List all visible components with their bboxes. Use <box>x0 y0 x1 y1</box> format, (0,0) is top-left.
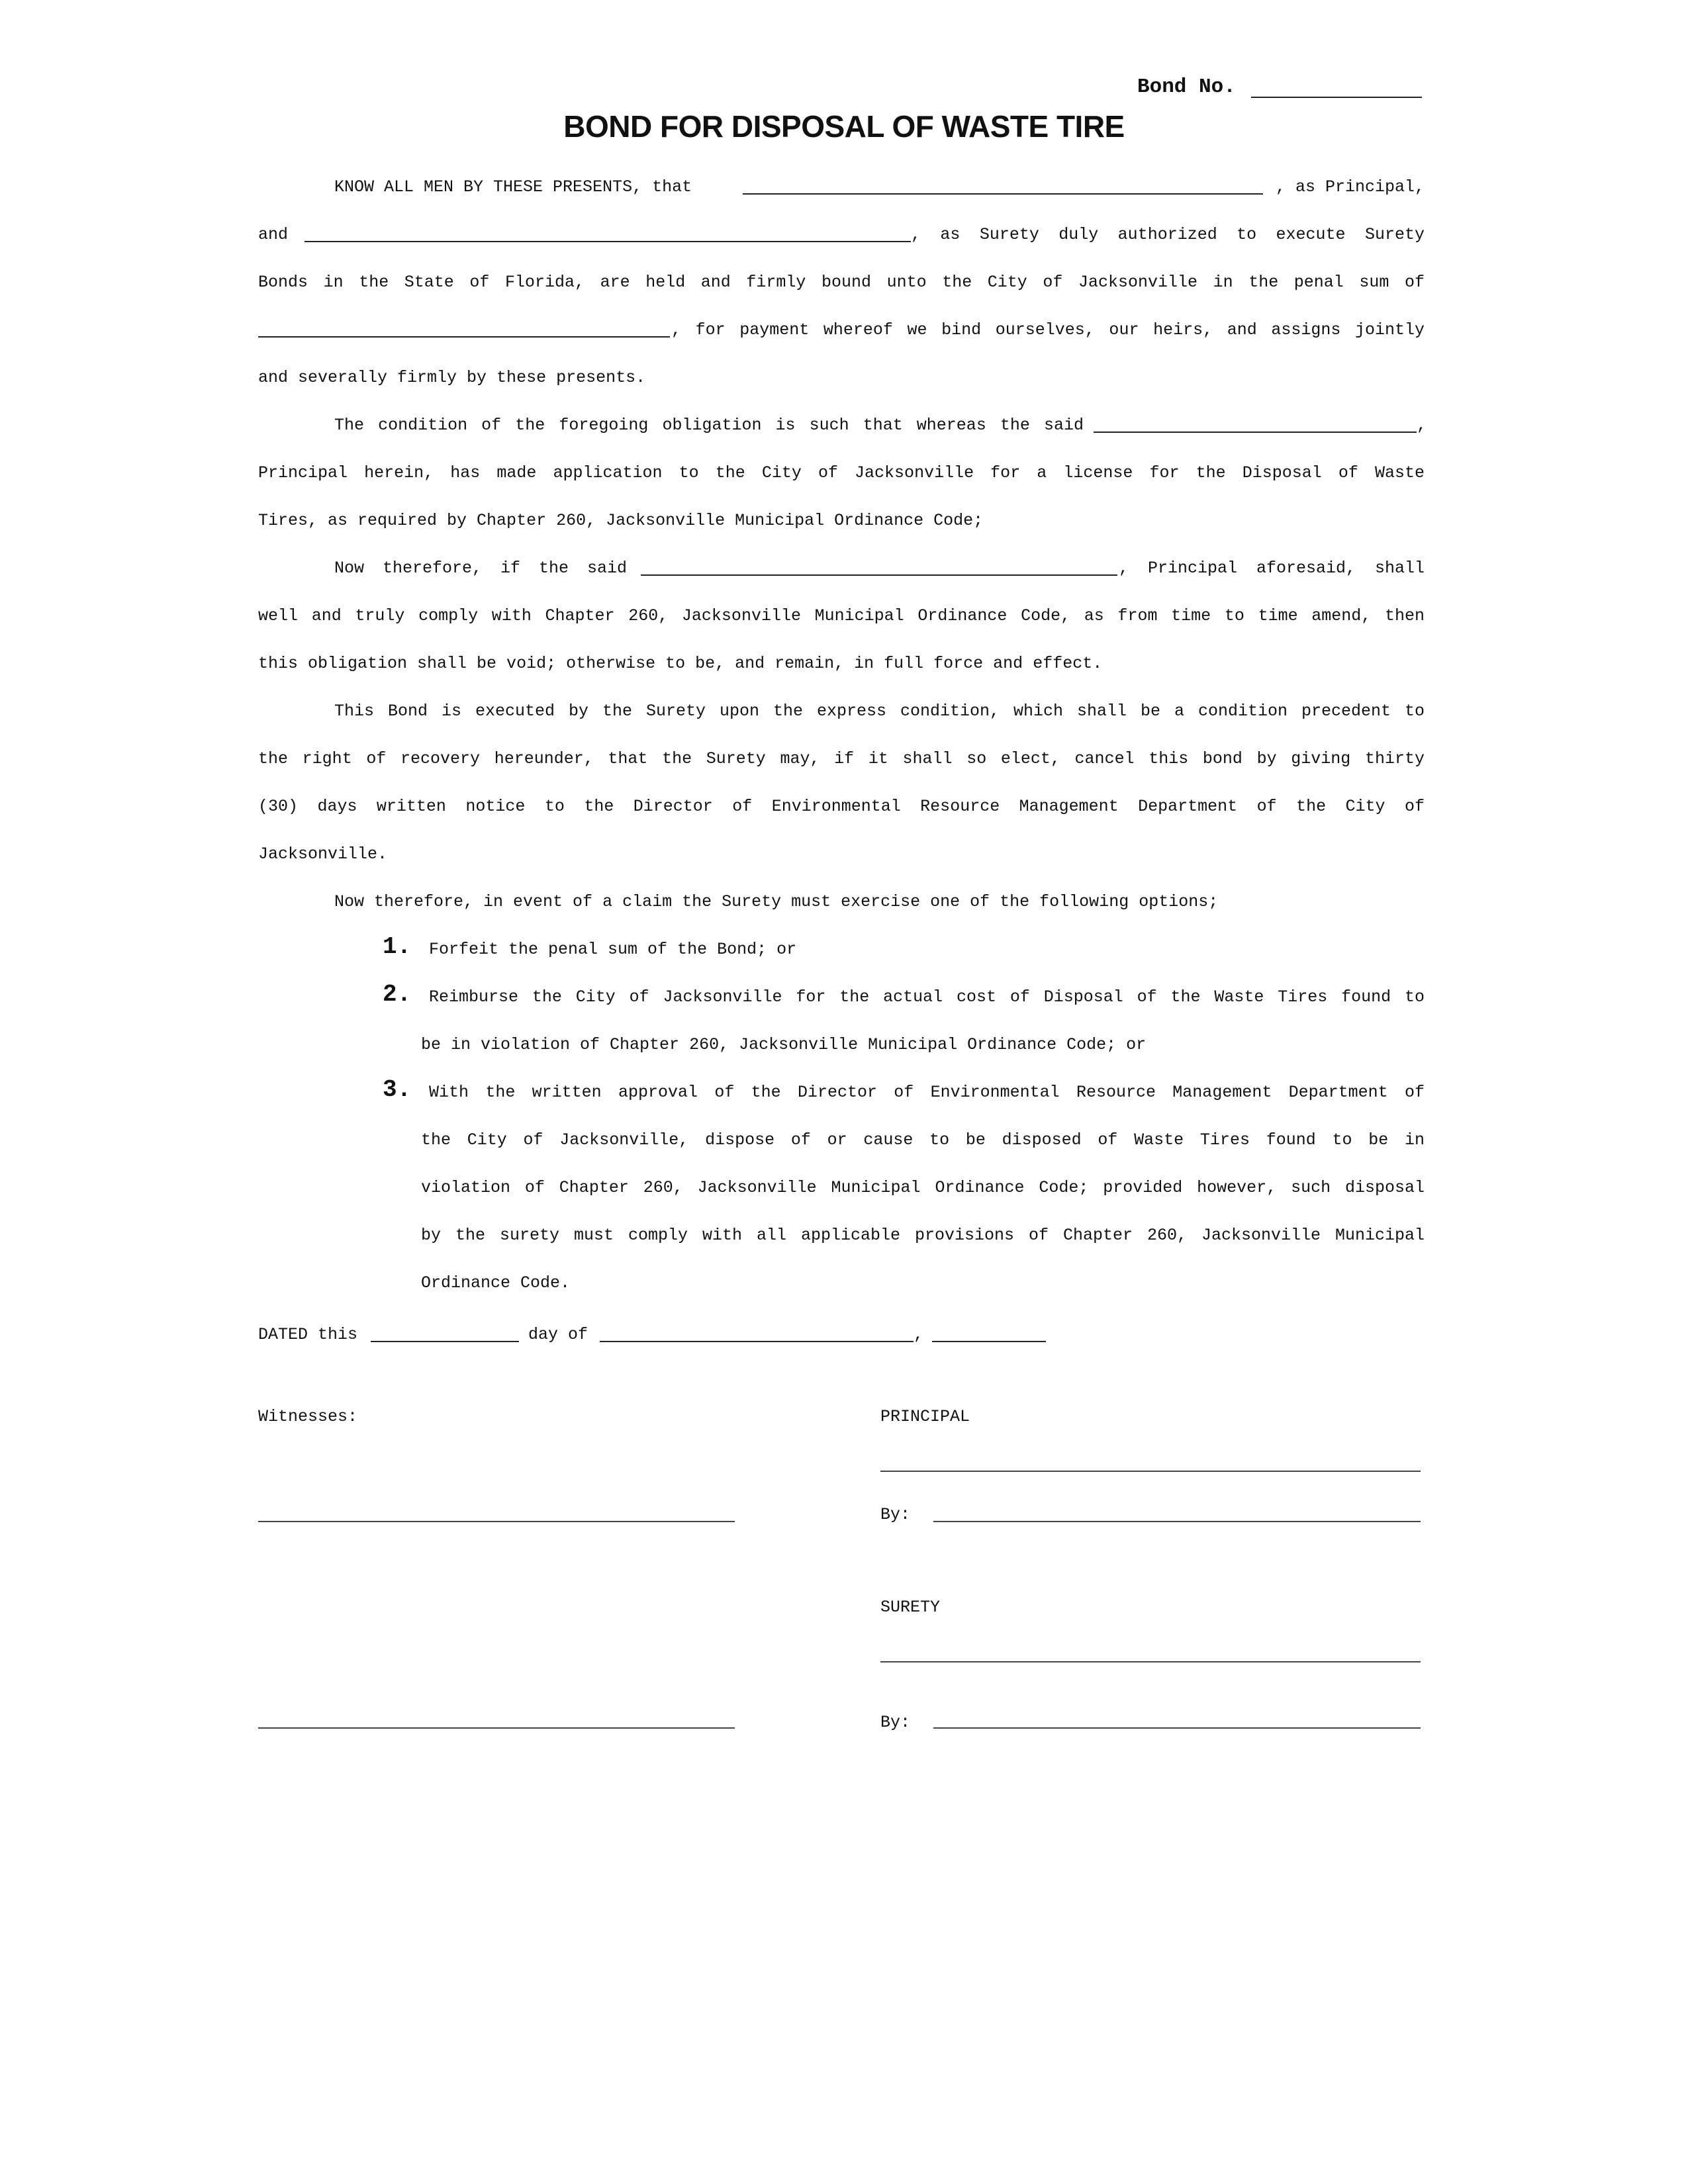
p4-line2: the right of recovery hereunder, that the Surety may, if it shall so elect, cancel this bond by giving thirty <box>258 749 1425 768</box>
p1-line3: Bonds in the State of Florida, are held and firmly bound unto the City of Jacksonville in the penal sum of <box>258 273 1425 292</box>
penal-sum-field[interactable] <box>258 336 670 338</box>
option-2-number: 2. <box>383 981 412 1008</box>
p1-line4-end: , for payment whereof we bind ourselves, our heirs, and assigns jointly <box>671 320 1425 340</box>
dated-comma: , <box>914 1325 924 1344</box>
surety-by-signature-line[interactable] <box>933 1727 1421 1729</box>
option-3-line-3: violation of Chapter 260, Jacksonville Municipal Ordinance Code; provided however, such disposal <box>421 1178 1425 1197</box>
said-principal-field-1[interactable] <box>1094 432 1417 433</box>
said-principal-field-2[interactable] <box>641 574 1117 576</box>
p2-line1-start: The condition of the foregoing obligation is such that whereas the said <box>334 416 1084 435</box>
bond-number-label: Bond No. <box>1137 75 1236 99</box>
p5-line1: Now therefore, in event of a claim the Surety must exercise one of the following options; <box>334 892 1219 911</box>
option-2-line-1: Reimburse the City of Jacksonville for the actual cost of Disposal of the Waste Tires found to <box>429 987 1425 1007</box>
bond-number-field[interactable] <box>1251 97 1422 98</box>
p1-line2-start: and <box>258 225 289 244</box>
principal-by-signature-line[interactable] <box>933 1521 1421 1522</box>
day-field[interactable] <box>371 1341 519 1342</box>
p2-line2: Principal herein, has made application to the City of Jacksonville for a license for the Disposal of Waste <box>258 463 1425 482</box>
option-3-line-4: by the surety must comply with all applicable provisions of Chapter 260, Jacksonville Municipal <box>421 1226 1425 1245</box>
p1-line1-start: KNOW ALL MEN BY THESE PRESENTS, that <box>334 177 692 197</box>
surety-name-signature-line[interactable] <box>880 1661 1421 1662</box>
principal-label: PRINCIPAL <box>880 1407 970 1426</box>
option-3-line-2: the City of Jacksonville, dispose of or cause to be disposed of Waste Tires found to be in <box>421 1130 1425 1150</box>
day-of-label: day of <box>528 1325 588 1344</box>
year-field[interactable] <box>932 1341 1046 1342</box>
principal-name-field[interactable] <box>743 193 1263 195</box>
option-3-number: 3. <box>383 1076 412 1103</box>
p3-line1-end: , Principal aforesaid, shall <box>1119 559 1425 578</box>
option-3-line-5: Ordinance Code. <box>421 1273 571 1293</box>
option-1-number: 1. <box>383 933 412 960</box>
witness-2-signature-line[interactable] <box>258 1727 735 1729</box>
witnesses-label: Witnesses: <box>258 1407 358 1426</box>
p3-line2: well and truly comply with Chapter 260, Jacksonville Municipal Ordinance Code, as from time to time amend, then <box>258 606 1425 625</box>
p4-line4: Jacksonville. <box>258 844 388 864</box>
witness-1-signature-line[interactable] <box>258 1521 735 1522</box>
p2-line1-end: , <box>1417 416 1427 435</box>
p4-line1: This Bond is executed by the Surety upon the express condition, which shall be a condition precedent to <box>334 702 1425 721</box>
principal-name-signature-line[interactable] <box>880 1471 1421 1472</box>
option-1-line: Forfeit the penal sum of the Bond; or <box>429 940 797 959</box>
dated-this-label: DATED this <box>258 1325 358 1344</box>
p2-line3: Tires, as required by Chapter 260, Jacksonville Municipal Ordinance Code; <box>258 511 984 530</box>
p1-line2-end: , as Surety duly authorized to execute Surety <box>911 225 1425 244</box>
option-3-line-1: With the written approval of the Director of Environmental Resource Management Department of <box>429 1083 1425 1102</box>
p1-line1-end: , as Principal, <box>1275 177 1425 197</box>
p4-line3: (30) days written notice to the Director of Environmental Resource Management Department of the City of <box>258 797 1425 816</box>
principal-by-label: By: <box>880 1505 911 1524</box>
month-field[interactable] <box>600 1341 914 1342</box>
document-title: BOND FOR DISPOSAL OF WASTE TIRE <box>563 109 1125 144</box>
p1-line5: and severally firmly by these presents. <box>258 368 646 387</box>
option-2-line-2: be in violation of Chapter 260, Jacksonville Municipal Ordinance Code; or <box>421 1035 1147 1054</box>
surety-name-field[interactable] <box>305 241 911 242</box>
surety-by-label: By: <box>880 1713 911 1732</box>
p3-line3: this obligation shall be void; otherwise to be, and remain, in full force and effect. <box>258 654 1103 673</box>
surety-label: SURETY <box>880 1598 941 1617</box>
p3-line1-start: Now therefore, if the said <box>334 559 627 578</box>
